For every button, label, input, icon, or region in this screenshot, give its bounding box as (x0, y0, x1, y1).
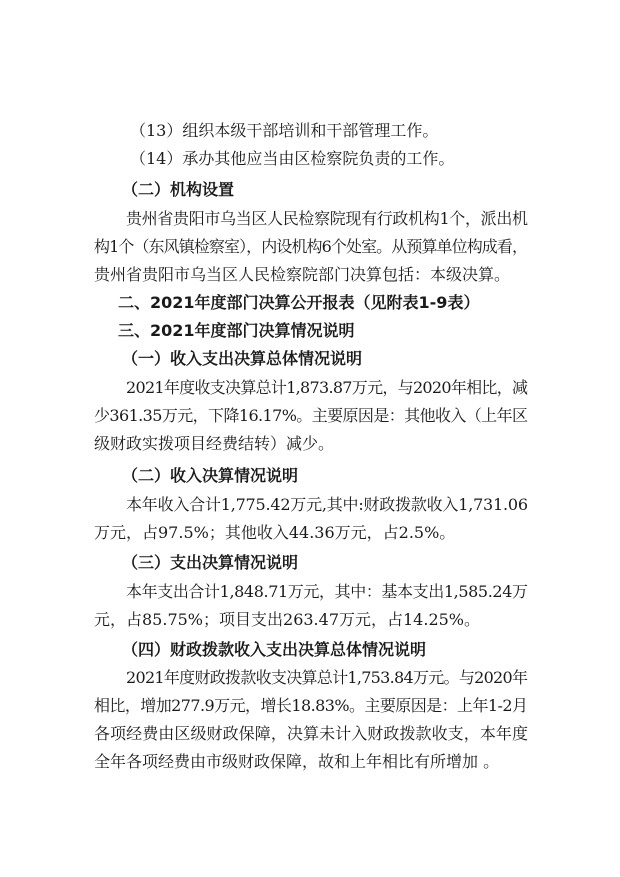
paragraph-line: 元，占85.75%；项目支出263.47万元，占14.25%。 (94, 610, 481, 629)
subsection-1-paragraph (94, 374, 528, 458)
paragraph-line: 全年各项经费由市级财政保障，故和上年相比有所增加 。 (94, 752, 500, 771)
institution-heading: （二）机构设置 (122, 180, 235, 199)
section-2-heading: 二、2021年度部门决算公开报表（见附表1-9表） (118, 293, 480, 312)
paragraph-line: 级财政实拨项目经费结转）减少。 (94, 434, 335, 453)
paragraph-line: 本年收入合计1,775.42万元,其中:财政拨款收入1,731.06 (126, 495, 528, 514)
subsection-1-heading: （一）收入支出决算总体情况说明 (122, 349, 363, 368)
subsection-2-paragraph (94, 491, 528, 547)
subsection-2-heading: （二）收入决算情况说明 (122, 466, 299, 485)
section-3-heading: 三、2021年度部门决算情况说明 (118, 321, 355, 340)
paragraph-line: 少361.35万元，下降16.17%。主要原因是：其他收入（上年区 (94, 406, 528, 425)
paragraph-line: 本年支出合计1,848.71万元，其中：基本支出1,585.24万 (126, 582, 528, 601)
paragraph-line: 贵州省贵阳市乌当区人民检察院部门决算包括：本级决算。 (94, 265, 511, 284)
paragraph-line: 万元，占97.5%；其他收入44.36万元，占2.5%。 (94, 523, 456, 542)
paragraph-line: 相比，增加277.9万元，增长18.83%。主要原因是：上年1-2月 (94, 696, 528, 715)
subsection-4-paragraph (94, 664, 528, 776)
institution-paragraph (94, 205, 528, 289)
subsection-4-heading: （四）财政拨款收入支出决算总体情况说明 (122, 640, 427, 659)
paragraph-line: 构1个（东风镇检察室），内设机构6个处室。从预算单位构成看， (94, 237, 528, 256)
subsection-3-paragraph (94, 578, 528, 634)
paragraph-line: 2021年度收支决算总计1,873.87万元，与2020年相比，减 (126, 378, 528, 397)
subsection-3-heading: （三）支出决算情况说明 (122, 553, 299, 572)
paragraph-line: 各项经费由区级财政保障，决算未计入财政拨款收支，本年度 (94, 724, 529, 743)
duty-item-13: （13）组织本级干部培训和干部管理工作。 (130, 121, 439, 140)
paragraph-line: 贵州省贵阳市乌当区人民检察院现有行政机构1个，派出机 (126, 209, 528, 228)
paragraph-line: 2021年度财政拨款收支决算总计1,753.84万元。与2020年 (126, 668, 528, 687)
document-page (94, 117, 528, 776)
duty-item-14: （14）承办其他应当由区检察院负责的工作。 (130, 149, 455, 168)
